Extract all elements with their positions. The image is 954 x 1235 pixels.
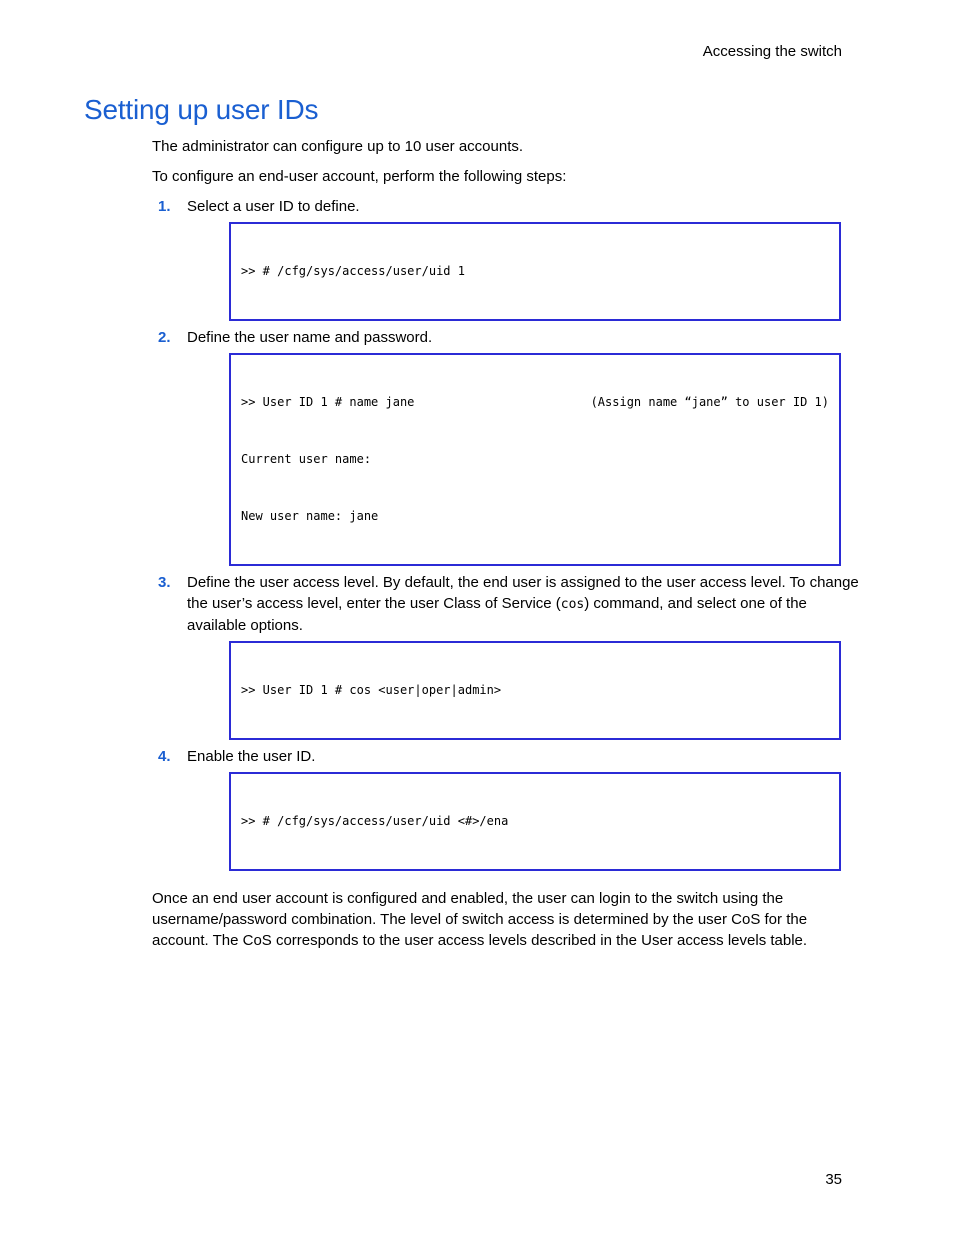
steps-list — [152, 327, 864, 348]
step-text: Select a user ID to define. — [187, 198, 360, 215]
code-line: >> # /cfg/sys/access/user/uid 1 — [241, 264, 465, 278]
step-number: 1. — [158, 198, 171, 215]
code-line: Current user name: — [241, 452, 372, 466]
code-line: >> # /cfg/sys/access/user/uid <#>/ena — [241, 814, 509, 828]
step-text-part: Define the user access level. By default, the end user is assigned to the user access level. To change the user’s access level, enter the user Class of Service ( — [187, 574, 859, 612]
steps-list — [152, 746, 864, 767]
steps-list — [152, 572, 864, 636]
page-title: Setting up user IDs — [84, 94, 319, 125]
code-block-step-3 — [229, 641, 841, 740]
intro-paragraph-1: The administrator can configure up to 10 user accounts. — [152, 138, 524, 155]
closing-paragraph: Once an end user account is configured and enabled, the user can login to the switch using the username/password combination. The level of switch access is determined by the user CoS for the account. The CoS corresponds to the user access levels described in the User access levels table. — [152, 890, 808, 949]
step-number: 2. — [158, 329, 171, 346]
step-text-part: ) command, and select one of the available options. — [187, 595, 807, 634]
code-line — [241, 393, 829, 412]
inline-code: cos — [560, 597, 585, 612]
code-command: >> User ID 1 # name jane — [241, 395, 415, 409]
step-2 — [152, 327, 864, 348]
intro-paragraph-2: To configure an end-user account, perform the following steps: — [152, 168, 567, 185]
step-text — [187, 572, 864, 636]
code-block-step-1 — [229, 222, 841, 321]
page-number: 35 — [825, 1171, 842, 1188]
running-header: Accessing the switch — [702, 43, 842, 60]
main-content — [152, 136, 864, 951]
code-line: >> User ID 1 # cos <user|oper|admin> — [241, 683, 502, 697]
step-3 — [152, 572, 864, 636]
steps-list — [152, 196, 864, 217]
step-number: 3. — [158, 574, 171, 591]
step-text: Enable the user ID. — [187, 748, 316, 765]
code-block-step-4 — [229, 772, 841, 871]
code-line: New user name: jane — [241, 509, 379, 523]
code-comment: (Assign name “jane” to user ID 1) — [590, 395, 829, 409]
step-1 — [152, 196, 864, 217]
step-text: Define the user name and password. — [187, 329, 433, 346]
code-block-step-2 — [229, 353, 841, 566]
step-4 — [152, 746, 864, 767]
step-number: 4. — [158, 748, 171, 765]
